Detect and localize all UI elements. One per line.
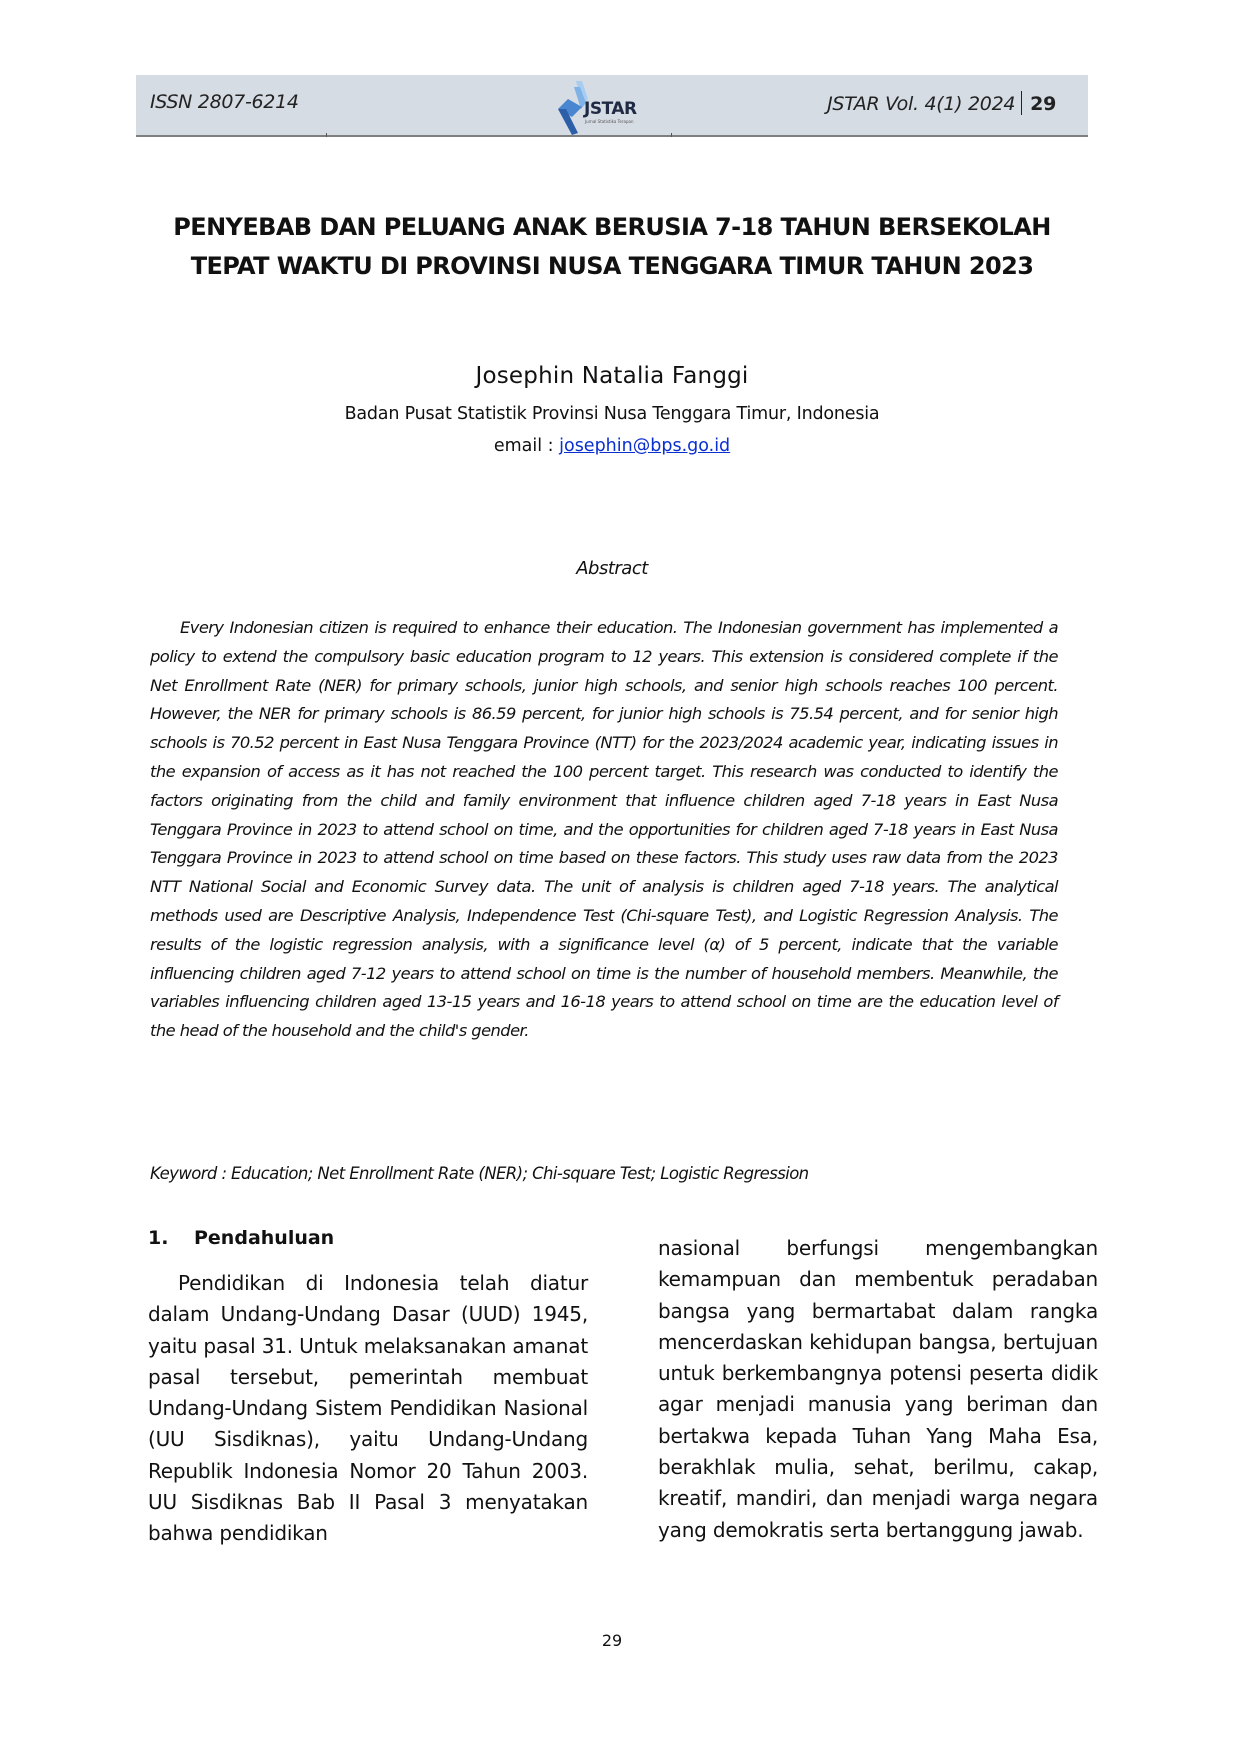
journal-volume [827, 91, 1056, 115]
abstract-heading: Abstract [576, 558, 648, 579]
author-email-line [136, 436, 1088, 456]
body-column-right: nasional berfungsi mengembangkan kemampuan dan membentuk peradaban bangsa yang bermartabat dalam rangka mencerdaskan kehidupan bangsa, bertujuan untuk berkembangnya potensi peserta didik agar menjadi manusia yang beriman dan bertakwa kepada Tuhan Yang Maha Esa, berakhlak mulia, sehat, berilmu, cakap, kreatif, mandiri, dan menjadi warga negara yang demokratis serta bertanggung jawab. [658, 1236, 1098, 1542]
header-page-number: 29 [1030, 93, 1056, 115]
header-separator [1021, 91, 1022, 115]
issn-label: ISSN 2807-6214 [150, 91, 299, 113]
section-title: Pendahuluan [194, 1227, 335, 1249]
author-affiliation: Badan Pusat Statistik Provinsi Nusa Tenggara Timur, Indonesia [344, 404, 880, 424]
author-name: Josephin Natalia Fanggi [475, 363, 749, 389]
jstar-logo [554, 79, 664, 135]
footer-page-number: 29 [601, 1631, 623, 1650]
running-header [136, 75, 1088, 137]
keywords: Keyword : Education; Net Enrollment Rate (NER); Chi-square Test; Logistic Regression [150, 1164, 809, 1183]
section-heading [148, 1227, 334, 1249]
paper-title: PENYEBAB DAN PELUANG ANAK BERUSIA 7-18 TAHUN BERSEKOLAH TEPAT WAKTU DI PROVINSI NUSA TENGGARA TIMUR TAHUN 2023 [173, 213, 1051, 280]
email-label: email : [493, 436, 560, 456]
header-divider [326, 133, 327, 137]
email-link[interactable]: josephin@bps.go.id [559, 436, 731, 456]
volume-label: JSTAR Vol. 4(1) 2024 [827, 93, 1016, 115]
header-divider [671, 133, 672, 137]
logo-text: JSTAR [584, 99, 637, 119]
body-column-left: Pendidikan di Indonesia telah diatur dalam Undang-Undang Dasar (UUD) 1945, yaitu pasal 31. Untuk melaksanakan amanat pasal tersebut, pemerintah membuat Undang-Undang Sistem Pendidikan Nasional (UU Sisdiknas), yaitu Undang-Undang Republik Indonesia Nomor 20 Tahun 2003. UU Sisdiknas Bab II Pasal 3 menyatakan bahwa pendidikan [148, 1271, 588, 1546]
abstract-body: Every Indonesian citizen is required to enhance their education. The Indonesian government has implemented a policy to extend the compulsory basic education program to 12 years. This extension is considered complete if the Net Enrollment Rate (NER) for primary schools, junior high schools, and senior high schools reaches 100 percent. However, the NER for primary schools is 86.59 percent, for junior high schools is 75.54 percent, and for senior high schools is 70.52 percent in East Nusa Tenggara Province (NTT) for the 2023/2024 academic year, indicating issues in the expansion of access as it has not reached the 100 percent target. This research was conducted to identify the factors originating from the child and family environment that influence children aged 7-18 years in East Nusa Tenggara Province in 2023 to attend school on time, and the opportunities for children aged 7-18 years in East Nusa Tenggara Province in 2023 to attend school on time based on these factors. This study uses raw data from the 2023 NTT National Social and Economic Survey data. The unit of analysis is children aged 7-18 years. The analytical methods used are Descriptive Analysis, Independence Test (Chi-square Test), and Logistic Regression Analysis. The results of the logistic regression analysis, with a significance level (α) of 5 percent, indicate that the variable influencing children aged 7-12 years to attend school on time is the number of household members. Meanwhile, the variables influencing children aged 13-15 years and 16-18 years to attend school on time are the education level of the head of the household and the child's gender. [150, 618, 1058, 1041]
section-number: 1. [148, 1227, 169, 1249]
logo-subtitle: Jurnal Statistika Terapan [585, 119, 634, 124]
